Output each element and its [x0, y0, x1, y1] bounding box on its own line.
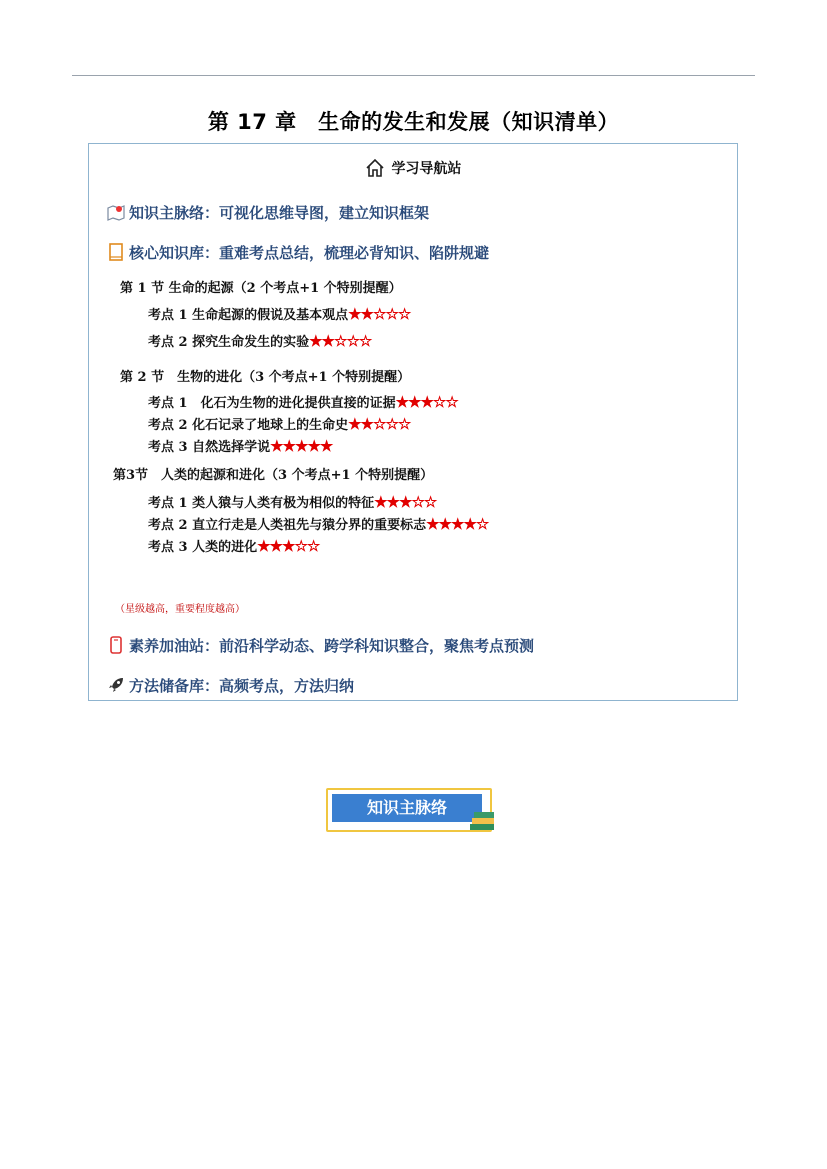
star-rating: ★★☆☆☆ — [348, 305, 411, 323]
star-rating: ★★★☆☆ — [257, 537, 320, 555]
point-2-3: 考点 3 自然选择学说★★★★★ — [148, 437, 333, 455]
nav-header-label: 学习导航站 — [391, 161, 462, 177]
star-rating: ★★★☆☆ — [395, 393, 458, 411]
star-rating: ★★★★★ — [270, 437, 333, 455]
point-2-1: 考点 1 化石为生物的进化提供直接的证据★★★☆☆ — [148, 393, 458, 411]
importance-note: （星级越高，重要程度越高） — [115, 604, 245, 615]
phone-icon — [107, 636, 127, 658]
badge-label: 知识主脉络 — [332, 794, 482, 822]
section-1-title: 第 1 节 生命的起源（2 个考点+1 个特别提醒） — [120, 281, 402, 296]
section-2-title: 第 2 节 生物的进化（3 个考点+1 个特别提醒） — [120, 370, 411, 385]
home-icon — [365, 161, 392, 177]
nav-header — [89, 158, 737, 178]
star-rating: ★★★☆☆ — [374, 493, 437, 511]
point-2-2: 考点 2 化石记录了地球上的生命史★★☆☆☆ — [148, 415, 411, 433]
section-badge — [322, 784, 502, 836]
page-title: 第 17 章 生命的发生和发展（知识清单） — [207, 110, 620, 134]
point-1-2: 考点 2 探究生命发生的实验★★☆☆☆ — [148, 332, 372, 350]
books-icon — [468, 808, 500, 834]
category-methods[interactable]: 方法储备库：高频考点，方法归纳 — [107, 675, 354, 698]
category-knowledge-map[interactable]: 知识主脉络：可视化思维导图，建立知识框架 — [107, 202, 429, 225]
point-3-3: 考点 3 人类的进化★★★☆☆ — [148, 537, 320, 555]
rocket-icon — [107, 676, 127, 698]
book-icon — [107, 243, 127, 265]
section-3-title: 第3节 人类的起源和进化（3 个考点+1 个特别提醒） — [113, 468, 434, 483]
point-3-1: 考点 1 类人猿与人类有极为相似的特征★★★☆☆ — [148, 493, 437, 511]
category-core-knowledge[interactable]: 核心知识库：重难考点总结，梳理必背知识、陷阱规避 — [107, 242, 489, 265]
star-rating: ★★☆☆☆ — [348, 415, 411, 433]
header-rule — [72, 75, 755, 76]
map-icon — [107, 203, 127, 225]
point-3-2: 考点 2 直立行走是人类祖先与猿分界的重要标志★★★★☆ — [148, 515, 489, 533]
star-rating: ★★★★☆ — [426, 515, 489, 533]
learning-nav-box — [88, 143, 738, 701]
category-literacy[interactable]: 素养加油站：前沿科学动态、跨学科知识整合，聚焦考点预测 — [107, 635, 534, 658]
star-rating: ★★☆☆☆ — [309, 332, 372, 350]
point-1-1: 考点 1 生命起源的假说及基本观点★★☆☆☆ — [148, 305, 411, 323]
